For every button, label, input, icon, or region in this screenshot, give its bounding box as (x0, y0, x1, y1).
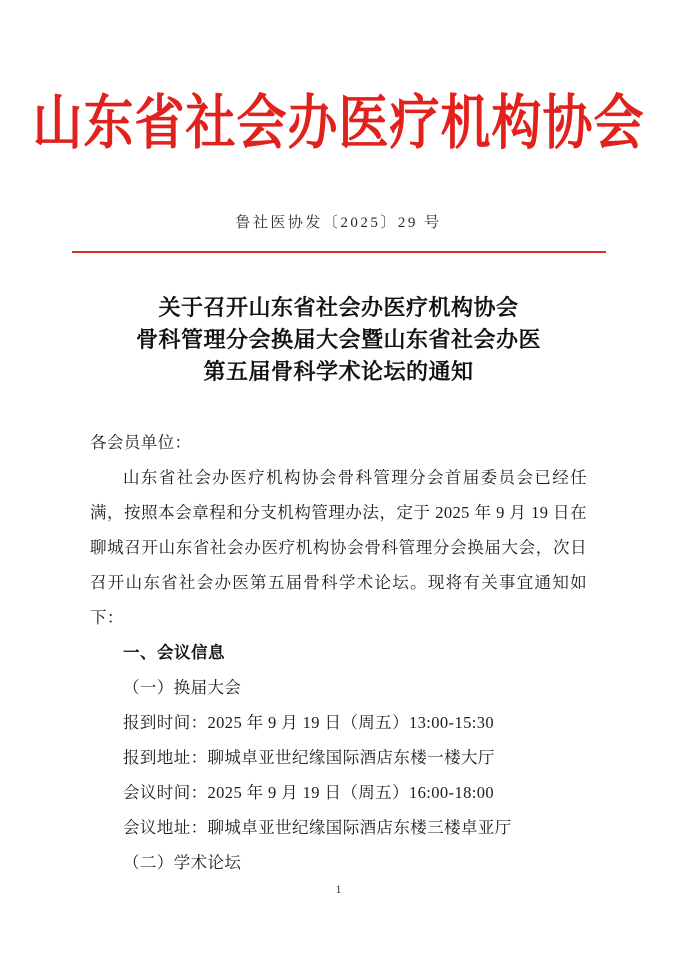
document-body (90, 425, 587, 880)
detail-meeting-time: 会议时间：2025 年 9 月 19 日（周五）16:00-18:00 (123, 783, 495, 802)
document-title (78, 293, 599, 389)
organization-header-title: 山东省社会办医疗机构协会 (32, 88, 645, 158)
section-heading-meeting-info: 一、会议信息 (123, 643, 225, 662)
document-number: 鲁社医协发〔2025〕29 号 (235, 215, 442, 231)
title-line-1: 关于召开山东省社会办医疗机构协会 (158, 296, 519, 321)
red-divider-rule (72, 251, 606, 253)
detail-registration-time: 报到时间：2025 年 9 月 19 日（周五）13:00-15:30 (123, 713, 495, 732)
title-line-2: 骨科管理分会换届大会暨山东省社会办医 (135, 328, 541, 353)
masthead (0, 88, 677, 158)
page-number: 1 (335, 882, 342, 896)
title-line-3: 第五届骨科学术论坛的通知 (203, 360, 474, 385)
salutation: 各会员单位： (90, 433, 192, 452)
detail-registration-address: 报到地址：聊城卓亚世纪缘国际酒店东楼一楼大厅 (123, 748, 495, 767)
detail-meeting-address: 会议地址：聊城卓亚世纪缘国际酒店东楼三楼卓亚厅 (123, 818, 512, 837)
subsection-academic-forum: （二）学术论坛 (123, 853, 242, 872)
intro-paragraph: 山东省社会办医疗机构协会骨科管理分会首届委员会已经任满，按照本会章程和分支机构管理办法，定于 2025 年 9 月 19 日在聊城召开山东省社会办医疗机构协会骨科管理分会换届大会，次日召开山东省社会办医第五届骨科学术论坛。现将有关事宜通知如下： (90, 468, 587, 627)
subsection-election-conference: （一）换届大会 (123, 678, 242, 697)
